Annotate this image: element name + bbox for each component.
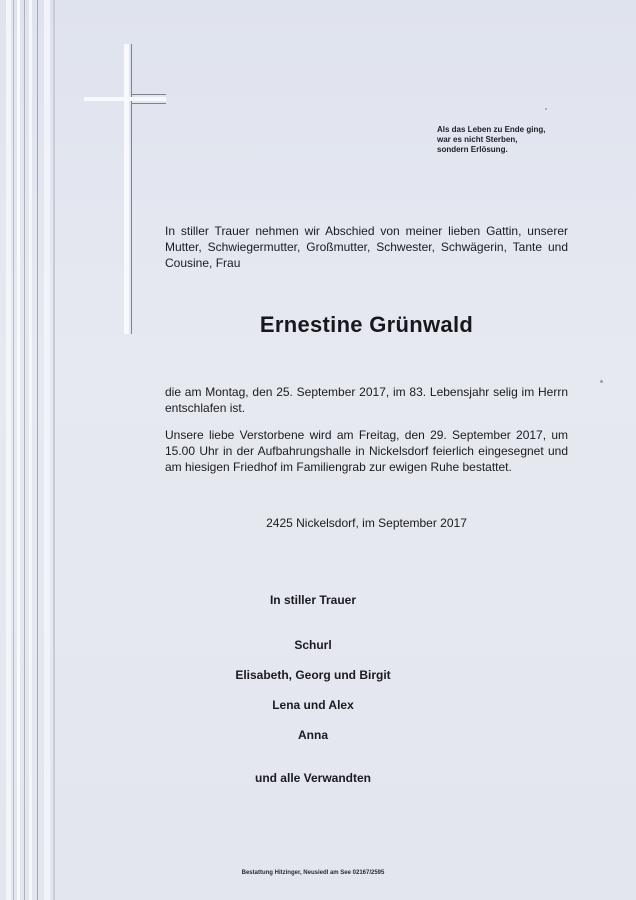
border-stripe xyxy=(24,0,25,900)
border-stripe xyxy=(53,0,55,900)
paper-speck xyxy=(545,108,547,110)
deceased-name: Ernestine Grünwald xyxy=(259,312,474,337)
epitaph-quote xyxy=(437,125,577,155)
mourners-title: In stiller Trauer xyxy=(269,593,357,607)
border-stripe xyxy=(37,0,38,900)
quote-line: war es nicht Sterben, xyxy=(437,135,518,144)
death-notice: die am Montag, den 25. September 2017, im 83. Lebensjahr selig im Herrn entschlafen ist. xyxy=(165,385,568,415)
quote-line: Als das Leben zu Ende ging, xyxy=(437,125,546,134)
border-stripe xyxy=(44,0,50,900)
border-stripe xyxy=(29,0,32,900)
border-stripe xyxy=(17,0,20,900)
intro-text: In stiller Trauer nehmen wir Abschied von meiner lieben Gattin, unserer Mutter, Schwiegermutter, Großmutter, Schwester, Schwägerin, Tante und Cousine, Frau xyxy=(165,224,568,270)
mourners-list xyxy=(165,638,461,758)
mourner-entry: Anna xyxy=(298,728,328,742)
mourner-entry: Elisabeth, Georg und Birgit xyxy=(235,668,391,682)
funeral-home-footer: Bestattung Hitzinger, Neusiedl am See 02167/2595 xyxy=(241,870,385,876)
border-stripe xyxy=(6,0,11,900)
mourner-entry: Schurl xyxy=(294,638,332,652)
cross-icon xyxy=(84,44,166,334)
place-date: 2425 Nickelsdorf, im September 2017 xyxy=(266,516,467,530)
border-stripe xyxy=(13,0,14,900)
decorative-border xyxy=(0,0,62,900)
paper-speck xyxy=(600,380,603,383)
relatives-line: und alle Verwandten xyxy=(254,771,372,785)
funeral-notice: Unsere liebe Verstorbene wird am Freitag, den 29. September 2017, um 15.00 Uhr in der Aufbahrungshalle in Nickelsdorf feierlich eingesegnet und am hiesigen Friedhof im Familiengrab zur ewigen Ruhe bestattet. xyxy=(165,428,568,474)
mourner-entry: Lena und Alex xyxy=(272,698,354,712)
quote-line: sondern Erlösung. xyxy=(437,145,508,154)
